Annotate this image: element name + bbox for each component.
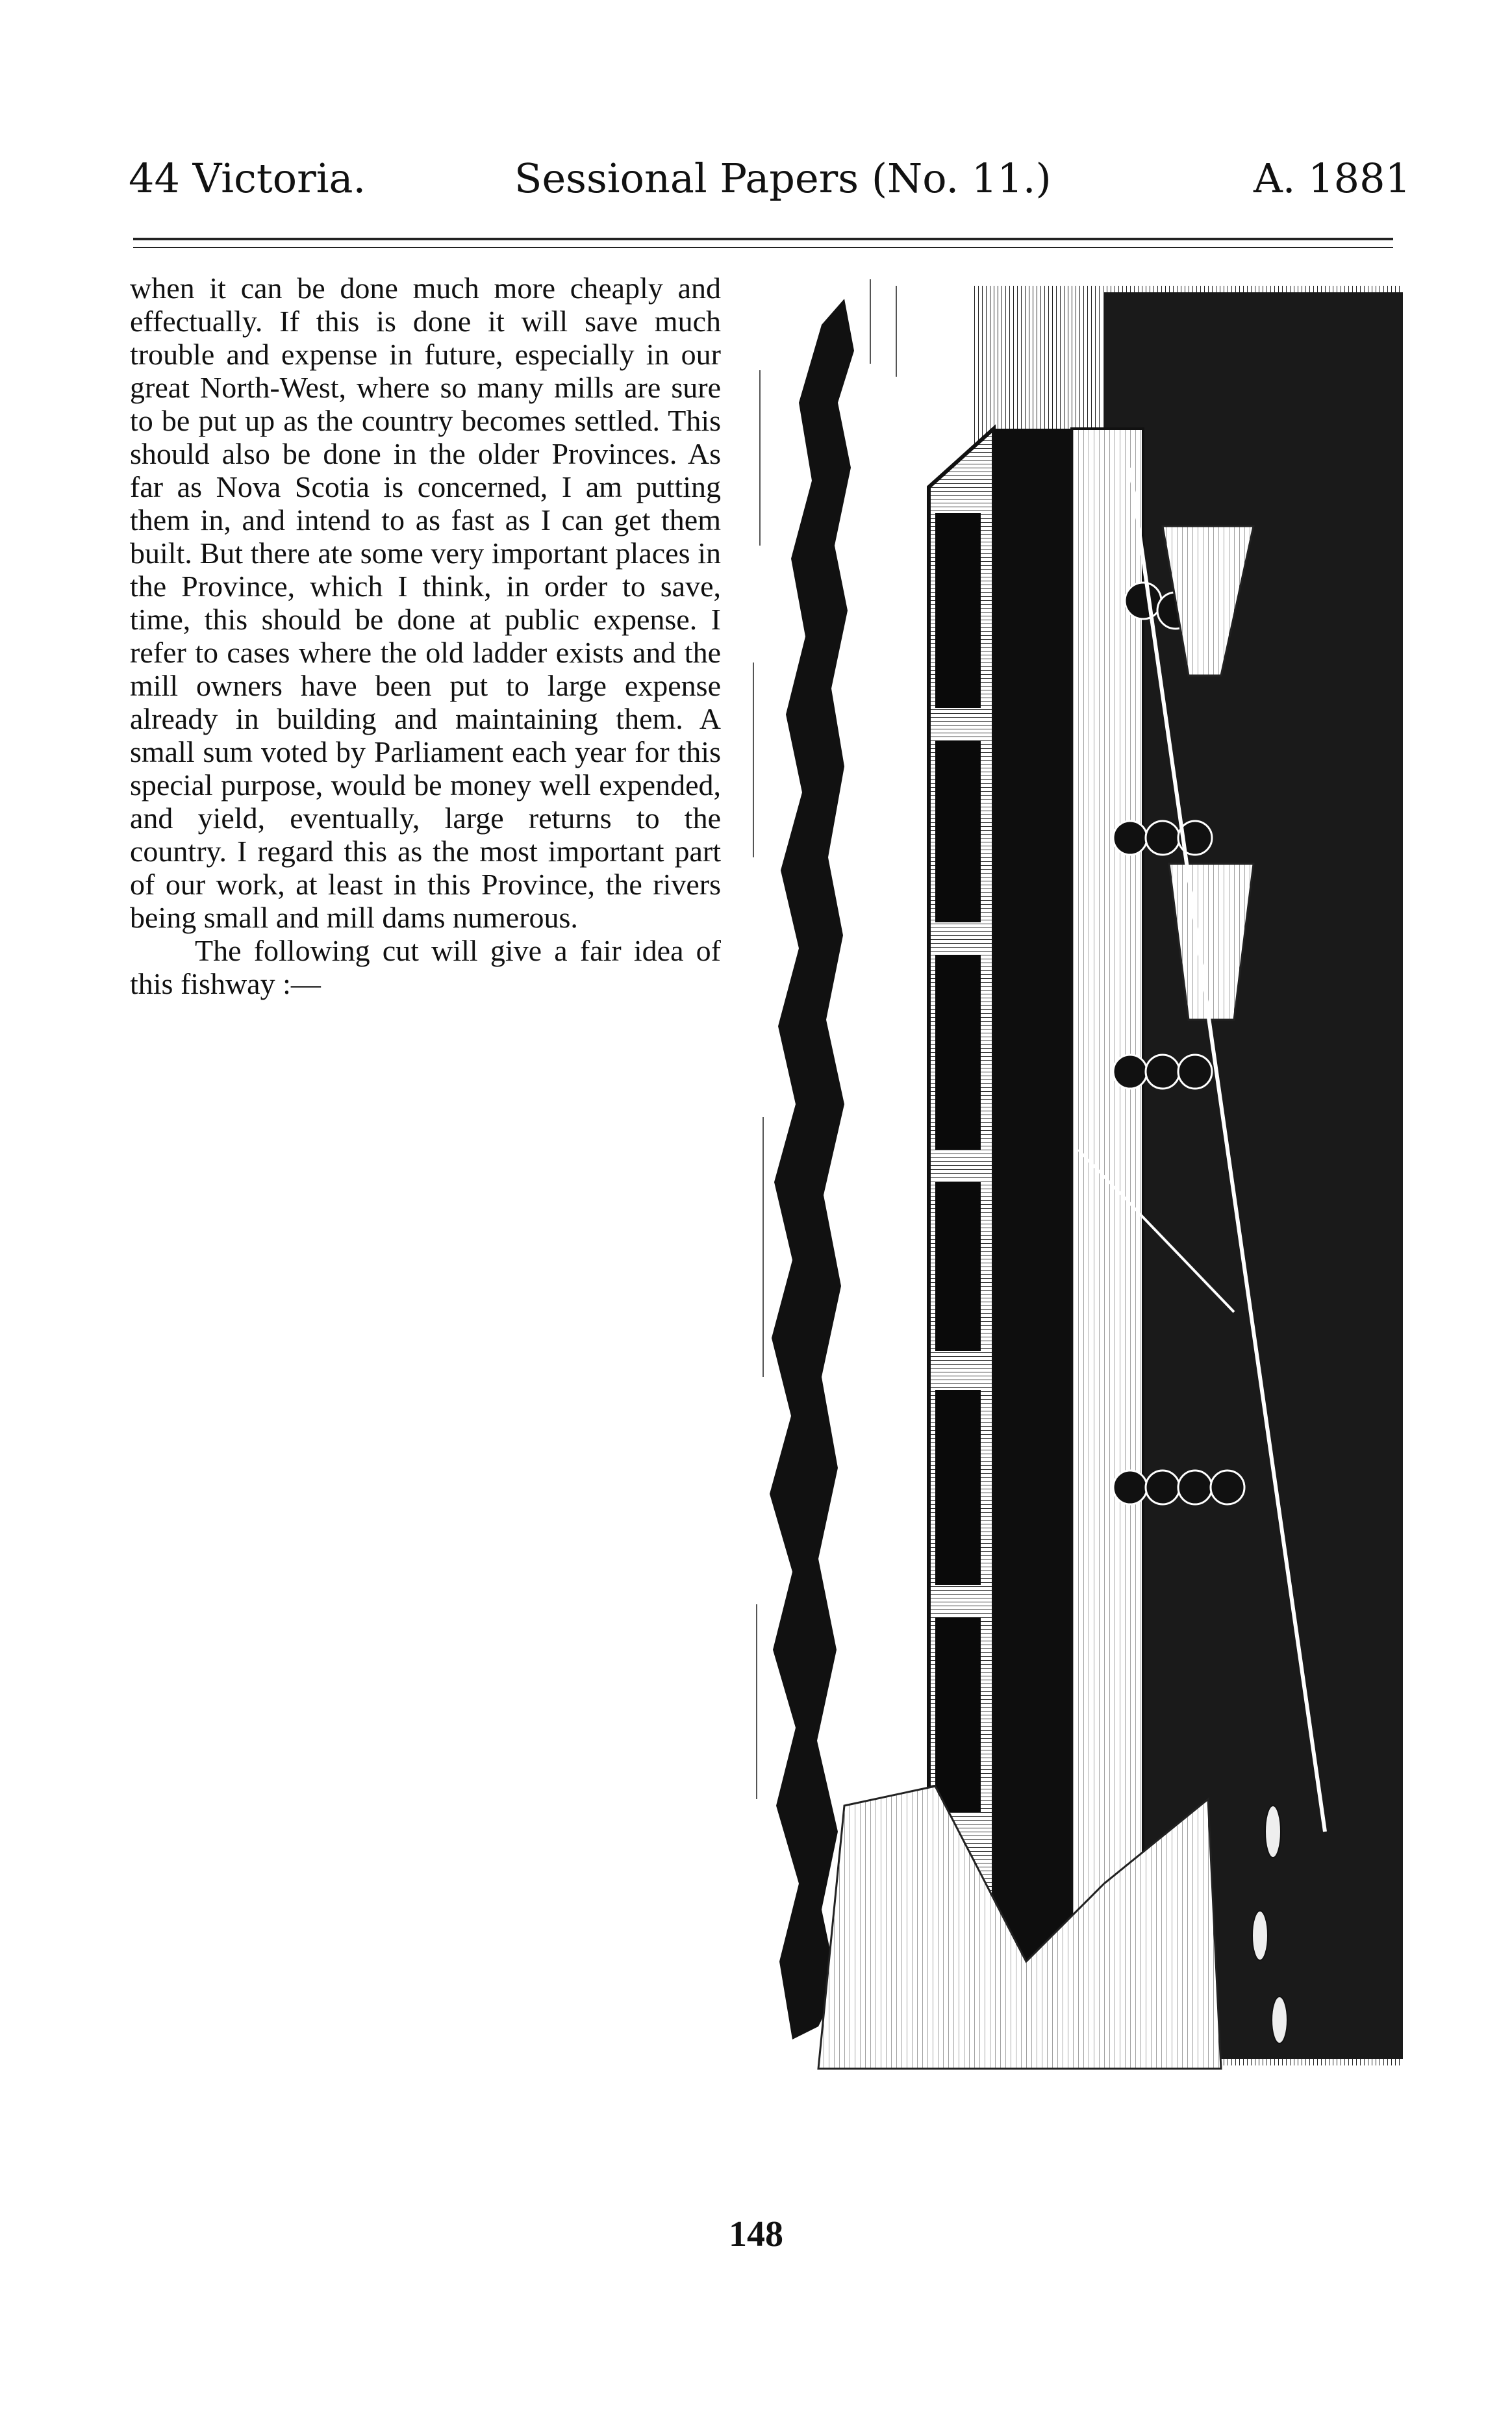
body-paragraph-1: when it can be done much more cheaply and effectually. If this is done it will save much trouble and expense in future, especially in our great North-West, where so many mills are sure to be put up as the country becomes settled. This should also be done in the older Provinces. As far as Nova Scotia is concerned, I am putting them in, and intend to as fast as I can get them built. But there ate some very important places in the Province, which I think, in order to save, time, this should be done at public expense. I refer to cases where the old ladder exists and the mill owners have been put to large expense already in building and maintaining them. A small sum voted by Parliament each year for this special purpose, would be money well expended, and yield, eventually, large returns to the country. I regard this as the most important part of our work, at least in this Province, the rivers being small and mill dams numerous. [130,271,721,934]
running-header [0,155,1512,213]
fishway-illustration [740,273,1419,2082]
body-paragraph-2: The following cut will give a fair idea of this fishway :— [130,934,721,1000]
body-column [130,271,721,1000]
header-year: A. 1881 [1254,155,1411,202]
fishway-engraving-icon [740,273,1419,2082]
header-session: 44 Victoria. [129,155,366,202]
page-number: 148 [729,2214,783,2254]
header-title: Sessional Papers (No. 11.) [514,155,1052,202]
header-rule-thin [133,247,1393,248]
header-rule-thick [133,238,1393,240]
